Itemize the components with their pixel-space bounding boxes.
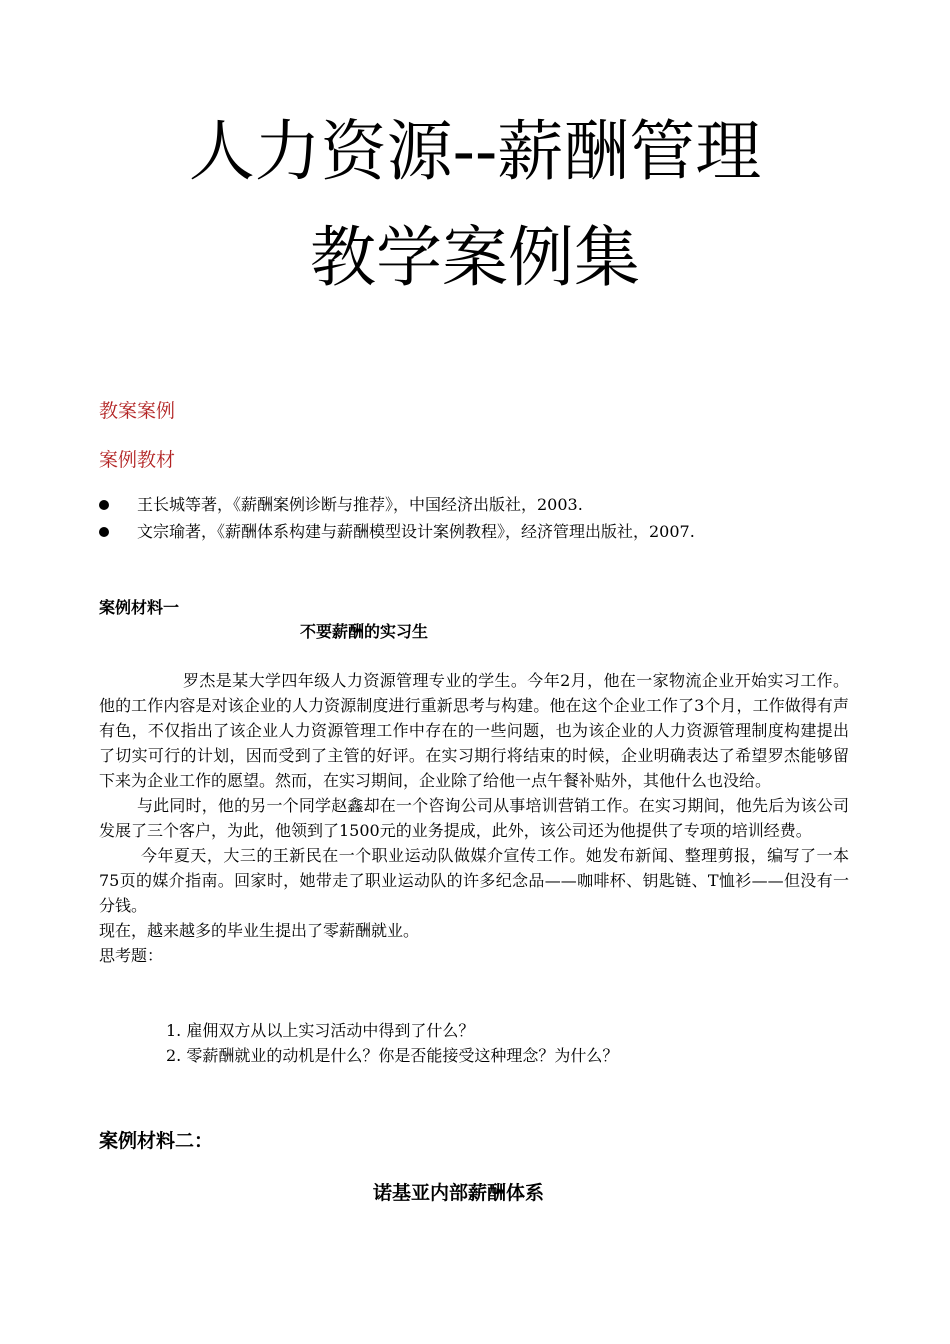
case1-body: [99, 668, 849, 968]
section-teaching-cases: 教案案例: [99, 400, 176, 422]
document-title-line1: 人力资源--薪酬管理: [188, 113, 762, 190]
section-case-materials: 案例教材: [99, 449, 176, 471]
reference-text: 王长城等著，《薪酬案例诊断与推荐》，中国经济出版社，2003.: [137, 495, 583, 514]
case1-label: 案例材料一: [99, 598, 180, 617]
question-item: 2. 零薪酬就业的动机是什么？你是否能接受这种理念？为什么？: [166, 1046, 619, 1065]
case2-title: 诺基亚内部薪酬体系: [373, 1182, 545, 1204]
case1-title: 不要薪酬的实习生: [300, 622, 429, 641]
bullet-icon: [99, 500, 109, 510]
case1-paragraph: 现在，越来越多的毕业生提出了零薪酬就业。: [99, 921, 420, 940]
question-item: 1. 雇佣双方从以上实习活动中得到了什么？: [166, 1021, 475, 1040]
document-title-line2: 教学案例集: [310, 219, 640, 296]
case2-label: 案例材料二：: [99, 1130, 214, 1152]
reference-text: 文宗瑜著，《薪酬体系构建与薪酬模型设计案例教程》，经济管理出版社，2007.: [137, 522, 695, 541]
bullet-icon: [99, 527, 109, 537]
case1-paragraph: 今年夏天，大三的王新民在一个职业运动队做媒介宣传工作。她发布新闻、整理剪报，编写了一本75页的媒介指南。回家时，她带走了职业运动队的许多纪念品——咖啡杯、钥匙链、T恤衫——但没有一分钱。: [99, 846, 849, 915]
questions-label: 思考题：: [99, 946, 164, 965]
case1-paragraph: 罗杰是某大学四年级人力资源管理专业的学生。今年2月，他在一家物流企业开始实习工作。他的工作内容是对该企业的人力资源制度进行重新思考与构建。他在这个企业工作了3个月，工作做得有声有色，不仅指出了该企业人力资源管理工作中存在的一些问题，也为该企业的人力资源管理制度构建提出了切实可行的计划，因而受到了主管的好评。在实习期行将结束的时候，企业明确表达了希望罗杰能够留下来为企业工作的愿望。然而，在实习期间，企业除了给他一点午餐补贴外，其他什么也没给。: [99, 671, 849, 790]
case1-paragraph: 与此同时，他的另一个同学赵鑫却在一个咨询公司从事培训营销工作。在实习期间，他先后为该公司发展了三个客户，为此，他领到了1500元的业务提成，此外，该公司还为他提供了专项的培训经费。: [99, 796, 849, 840]
